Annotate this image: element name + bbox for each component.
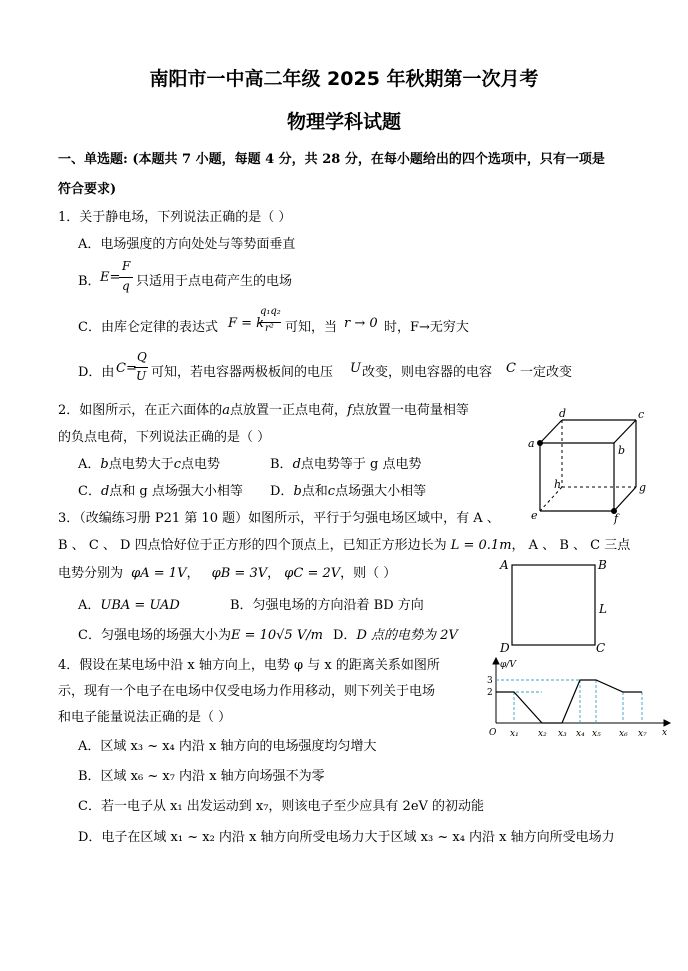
q2-option-d-mid: 点和 bbox=[301, 484, 328, 499]
graph-x-tick-5: x₅ bbox=[592, 729, 601, 739]
graph-x-label: x bbox=[662, 728, 668, 738]
q2-option-d-end: 点场强大小相等 bbox=[335, 484, 427, 499]
q3-option-c bbox=[78, 624, 323, 643]
q2-option-c bbox=[78, 480, 243, 499]
q3-phi-b: φB = 3V bbox=[211, 566, 268, 581]
exam-title: 南阳市一中高二年级 2025 年秋期第一次月考 bbox=[149, 68, 539, 90]
cube-edge-ad bbox=[540, 420, 562, 443]
q3-comma-2: ， bbox=[267, 566, 281, 581]
q4-option-c: C．若一电子从 x₁ 出发运动到 x₇，则该电子至少应具有 2eV 的初动能 bbox=[78, 799, 485, 814]
q1-option-c-limit: r → 0 bbox=[344, 316, 378, 331]
q1-option-d-text: 可知，若电容器两极板间的电压 bbox=[151, 365, 334, 380]
graph-x-tick-2: x₂ bbox=[538, 729, 547, 739]
q4-stem-line2: 示，现有一个电子在电场中仅受电场力作用移动，则下列关于电场 bbox=[58, 684, 436, 699]
cube-label-d: d bbox=[559, 407, 567, 420]
q2-option-a-mid: 点电势大于 bbox=[108, 457, 174, 472]
graph-y-arrow bbox=[493, 658, 499, 664]
q1-stem: 1．关于静电场，下列说法正确的是（ ） bbox=[58, 210, 292, 225]
q1-option-c-den: r² bbox=[265, 323, 274, 334]
q2-stem-a: a bbox=[222, 403, 231, 418]
graph-x-tick-3: x₃ bbox=[558, 729, 567, 739]
q2-option-c-end: 点和 g 点场强大小相等 bbox=[109, 484, 243, 499]
section-heading-line2: 符合要求) bbox=[58, 182, 117, 197]
q4-stem-line1: 4．假设在某电场中沿 x 轴方向上，电势 φ 与 x 的距离关系如图所 bbox=[58, 658, 440, 673]
q1-option-d-fraction-bar bbox=[134, 367, 148, 368]
phi-x-graph bbox=[482, 655, 672, 740]
square-label-d: D bbox=[500, 641, 510, 655]
q3-option-d-text: D 点的电势为 2V bbox=[356, 628, 458, 643]
square-shape bbox=[512, 565, 595, 645]
q1-option-b-text: 只适用于点电荷产生的电场 bbox=[136, 274, 293, 289]
q1-option-d-text2: 改变，则电容器的电容 bbox=[362, 365, 493, 380]
square-label-b: B bbox=[598, 558, 607, 572]
q1-option-d-den: U bbox=[136, 369, 147, 383]
cube-point-a-charge bbox=[537, 440, 543, 446]
q2-option-a-c: c bbox=[173, 457, 182, 472]
q2-option-a-prefix: A． bbox=[78, 457, 101, 472]
q2-stem-line2: 的负点电荷，下列说法正确的是（ ） bbox=[58, 430, 271, 445]
graph-phi-curve bbox=[496, 680, 642, 723]
q3-option-c-formula: E = 10√5 V/m bbox=[230, 628, 323, 643]
cube-label-b: b bbox=[618, 444, 626, 457]
q2-stem-part1: 2．如图所示，在正六面体的 bbox=[58, 403, 223, 418]
q2-option-b-prefix: B． bbox=[270, 457, 293, 472]
cube-figure bbox=[520, 408, 650, 523]
graph-x-tick-7: x₇ bbox=[638, 729, 647, 739]
q1-option-d-text3: 一定改变 bbox=[520, 365, 573, 380]
cube-label-h: h bbox=[554, 478, 562, 491]
q2-option-c-prefix: C． bbox=[78, 484, 101, 499]
cube-label-c: c bbox=[638, 408, 645, 421]
cube-edge-fg bbox=[614, 487, 636, 511]
q3-comma-1: ， bbox=[186, 566, 200, 581]
q2-option-d-b: b bbox=[293, 484, 302, 499]
q2-option-d-c: c bbox=[327, 484, 336, 499]
graph-x-tick-1: x₁ bbox=[510, 729, 519, 739]
square-label-a: A bbox=[500, 558, 509, 572]
square-figure bbox=[498, 556, 616, 656]
q3-option-d-prefix: D． bbox=[333, 628, 357, 643]
graph-x-tick-6: x₆ bbox=[619, 729, 628, 739]
q2-option-a-b: b bbox=[100, 457, 109, 472]
q3-option-d bbox=[333, 624, 458, 643]
q3-stem-line3 bbox=[58, 562, 396, 581]
q1-option-b-lhs: E= bbox=[100, 270, 121, 285]
q3-option-a-prefix: A． bbox=[78, 598, 101, 613]
q2-option-a-end: 点电势 bbox=[181, 457, 221, 472]
q3-phi-c: φC = 2V bbox=[284, 566, 341, 581]
square-label-l: L bbox=[599, 602, 607, 616]
q1-option-b-den: q bbox=[122, 279, 130, 293]
q2-stem-part3: 点放置一电荷量相等 bbox=[351, 403, 469, 418]
q1-option-c-lhs: F = k bbox=[228, 316, 265, 331]
graph-y-tick-2: 2 bbox=[487, 688, 493, 698]
q1-option-d-c: C bbox=[506, 361, 516, 376]
q3-phi-a: φA = 1V bbox=[131, 566, 187, 581]
graph-x-tick-4: x₄ bbox=[576, 729, 585, 739]
q1-option-d-prefix: D．由 bbox=[78, 365, 115, 380]
q4-option-a: A．区域 x₃ ~ x₄ 内沿 x 轴方向的电场强度均匀增大 bbox=[78, 739, 377, 754]
q1-option-d-lhs: C= bbox=[116, 361, 137, 376]
q3-stem-line2-end: ， A 、 B 、 C 三点 bbox=[511, 538, 631, 553]
q1-option-c-prefix: C．由库仑定律的表达式 bbox=[78, 320, 218, 335]
q3-option-c-prefix: C．匀强电场的场强大小为 bbox=[78, 628, 231, 643]
square-label-c: C bbox=[596, 641, 606, 655]
cube-label-f: f bbox=[614, 512, 619, 525]
q3-option-a bbox=[78, 594, 180, 613]
q2-option-d-prefix: D． bbox=[270, 484, 294, 499]
q1-option-c-text: 时，F→无穷大 bbox=[384, 320, 469, 335]
q3-stem-line1: 3．（改编练习册 P21 第 10 题）如图所示，平行于匀强电场区域中，有 A 、 bbox=[58, 511, 500, 526]
cube-edge-bc bbox=[614, 420, 636, 443]
cube-label-a: a bbox=[528, 437, 535, 450]
q1-option-d-num: Q bbox=[137, 350, 147, 364]
graph-y-tick-3: 3 bbox=[487, 676, 493, 686]
q1-option-b-prefix: B． bbox=[78, 274, 101, 289]
q4-option-b: B．区域 x₆ ~ x₇ 内沿 x 轴方向场强不为零 bbox=[78, 769, 325, 784]
q4-option-d: D．电子在区域 x₁ ~ x₂ 内沿 x 轴方向所受电场力大于区域 x₃ ~ x₄ 内沿 x 轴方向所受电场力 bbox=[78, 830, 615, 845]
q1-option-b-num: F bbox=[122, 259, 131, 273]
section-heading-line1: 一、单选题: (本题共 7 小题，每题 4 分，共 28 分，在每小题给出的四个选项中，只有一项是 bbox=[58, 152, 605, 167]
q2-option-c-d: d bbox=[100, 484, 110, 499]
q2-option-b-end: 点电势等于 g 点电势 bbox=[300, 457, 422, 472]
q3-stem-line2 bbox=[58, 534, 630, 553]
cube-label-g: g bbox=[639, 481, 647, 494]
cube-label-e: e bbox=[531, 509, 538, 522]
q2-option-d bbox=[270, 480, 426, 499]
q4-stem-line3: 和电子能量说法正确的是（ ） bbox=[58, 710, 232, 725]
q2-stem-part2: 点放置一正点电荷， bbox=[230, 403, 348, 418]
graph-y-label: φ/V bbox=[500, 660, 516, 670]
q1-option-c-mid: 可知，当 bbox=[285, 320, 338, 335]
q2-option-b bbox=[270, 453, 421, 472]
q2-stem-f: f bbox=[347, 403, 352, 418]
q3-stem-line2-text: B 、 C 、 D 四点恰好位于正方形的四个顶点上，已知正方形边长为 bbox=[58, 538, 447, 553]
graph-origin: O bbox=[489, 728, 497, 738]
q1-option-c-num: q₁q₂ bbox=[260, 306, 281, 317]
q2-stem-line1 bbox=[58, 399, 469, 418]
exam-subtitle: 物理学科试题 bbox=[286, 111, 401, 133]
q3-stem-line3-end: ，则（ ） bbox=[340, 566, 397, 581]
q1-option-b-fraction-bar bbox=[119, 277, 133, 278]
q1-option-d-u: U bbox=[350, 361, 361, 376]
q3-option-a-formula: UBA = UAD bbox=[100, 598, 180, 613]
q3-stem-line3-pre: 电势分别为 bbox=[58, 566, 124, 581]
q3-stem-l-value: L = 0.1m bbox=[450, 538, 512, 553]
q1-option-a: A．电场强度的方向处处与等势面垂直 bbox=[78, 237, 296, 252]
q3-option-b: B．匀强电场的方向沿着 BD 方向 bbox=[230, 598, 424, 613]
q2-option-a bbox=[78, 453, 220, 472]
graph-x-arrow bbox=[664, 720, 670, 726]
q2-option-b-d: d bbox=[292, 457, 301, 472]
